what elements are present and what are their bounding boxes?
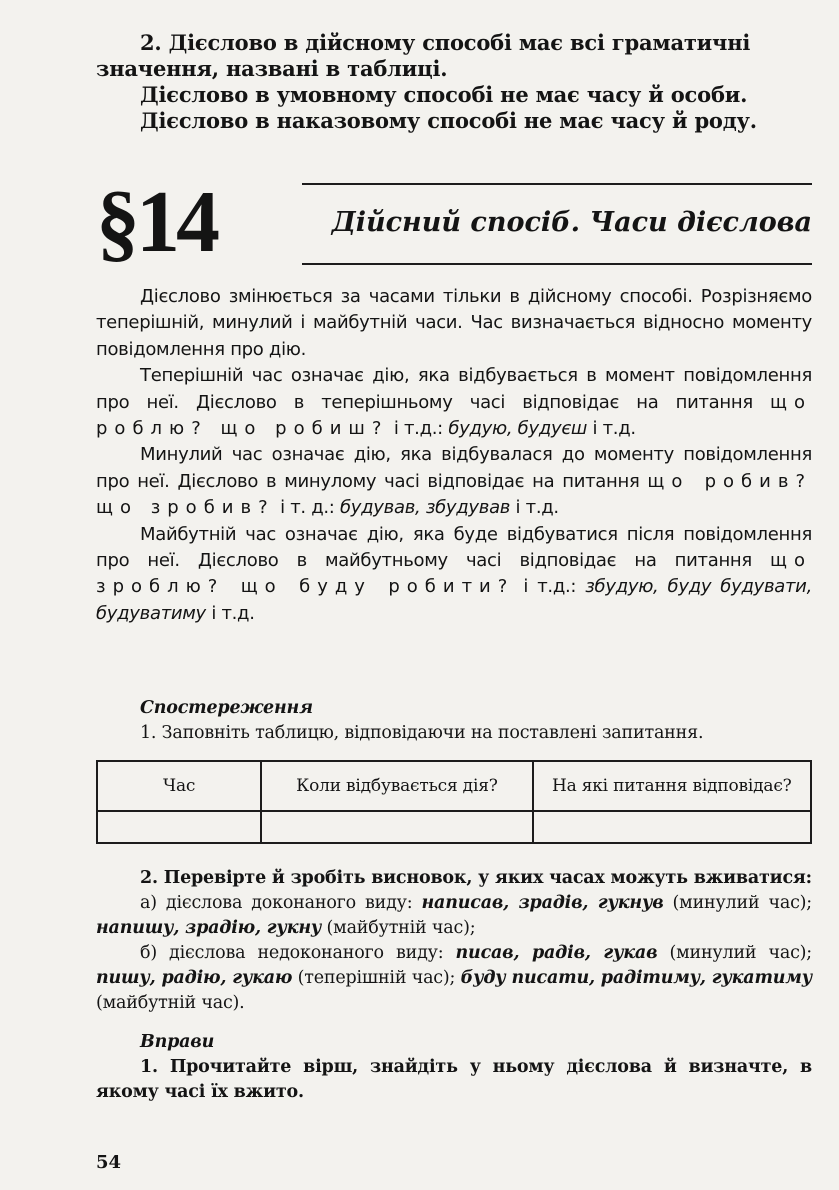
future-questions: що зроблю? що буду робити? (96, 550, 812, 598)
intro-line-3: Дієслово в наказовому способі не має часу й роду. (140, 108, 757, 133)
past-etc: і т. д.: (274, 497, 340, 519)
tense-table-cell (97, 811, 261, 843)
tense-table-cell (261, 811, 532, 843)
item-b-examples-future: буду писати, радітиму, гукатиму (460, 968, 812, 988)
item-a-prefix: а) дієслова доконаного виду: (140, 893, 422, 913)
tense-table-header-questions: На які питання відповідає? (533, 761, 811, 811)
present-text: Теперішній час означає дію, яка відбувається в момент повідомлення про неї. Дієслово в теперішньому часі відповідає на питання (96, 365, 812, 413)
paragraph-definition: Дієслово змінюється за часами тільки в дійсному способі. Розрізняємо теперішній, минулий і майбутній часи. Час визначається відносно моменту повідомлення про дію. (96, 286, 812, 360)
item-a-examples-future: напишу, зрадію, гукну (96, 918, 322, 938)
present-questions: що роблю? що робиш? (96, 391, 812, 440)
observation-item-b (96, 941, 812, 1016)
past-questions: що робив? що зробив? (96, 470, 812, 519)
paragraph-past-tense (96, 442, 812, 521)
tense-table-header-tense: Час (97, 761, 261, 811)
intro-block (96, 30, 812, 134)
future-examples: збудую, буду будувати, будуватиму (96, 576, 813, 624)
future-etc: і т.д.: (514, 576, 586, 598)
exercises-heading: Вправи (140, 1032, 215, 1052)
past-examples: будував, збудував (340, 497, 511, 519)
item-b-present-label: (теперішній час); (292, 968, 461, 988)
section-rule-top (302, 183, 812, 185)
tense-table-header-when: Коли відбувається дія? (261, 761, 532, 811)
future-text: Майбутній час означає дію, яка буде відбуватися після повідомлення про неї. Дієслово в майбутньому часі відповідає на питання (96, 523, 812, 572)
tense-table-header-row (97, 761, 811, 811)
item-a-examples-past: написав, зрадів, гукнув (421, 893, 664, 913)
tense-table-cell (533, 811, 811, 843)
present-examples: будую, будуєш (448, 418, 588, 440)
paragraph-future-tense (96, 522, 812, 628)
section-rule-bottom (302, 263, 812, 265)
past-end: і т.д. (510, 497, 559, 519)
intro-line-2: Дієслово в умовному способі не має часу й особи. (140, 82, 748, 107)
section-body (96, 284, 812, 627)
section-number: §14 (96, 174, 216, 271)
present-etc: і т.д.: (388, 418, 449, 440)
exercise-task-1: 1. Прочитайте вірш, знайдіть у ньому дієслова й визначте, в якому часі їх вжито. (96, 1057, 812, 1102)
observation-task-2: 2. Перевірте й зробіть висновок, у яких часах можуть вживатися: (140, 868, 812, 888)
present-end: і т.д. (587, 418, 636, 440)
item-b-prefix: б) дієслова недоконаного виду: (140, 943, 456, 963)
item-b-examples-past: писав, радів, гукав (455, 943, 658, 963)
observations-block (96, 696, 812, 1105)
item-b-future-label: (майбутній час). (96, 993, 245, 1013)
item-b-past-label: (минулий час); (657, 943, 812, 963)
section-header (96, 175, 812, 275)
item-a-future-label: (майбутній час); (321, 918, 476, 938)
item-a-past-label: (минулий час); (663, 893, 812, 913)
past-text: Минулий час означає дію, яка відбувалася до моменту повідомлення про неї. Дієслово в минулому часі відповідає на питання (96, 444, 812, 492)
observation-task-1: 1. Заповніть таблицю, відповідаючи на поставлені запитання. (140, 723, 704, 743)
paragraph-present-tense (96, 363, 812, 442)
section-title: Дійсний спосіб. Часи дієслова (331, 207, 812, 238)
future-end: і т.д. (205, 602, 255, 624)
tense-table-row (97, 811, 811, 843)
tense-table (96, 760, 812, 844)
observation-item-a (96, 891, 812, 941)
intro-line-1: 2. Дієслово в дійсному способі має всі граматичні значення, названі в таблиці. (96, 30, 751, 81)
page-number: 54 (96, 1152, 122, 1173)
observations-heading: Спостереження (140, 698, 313, 718)
item-b-examples-present: пишу, радію, гукаю (96, 968, 293, 988)
